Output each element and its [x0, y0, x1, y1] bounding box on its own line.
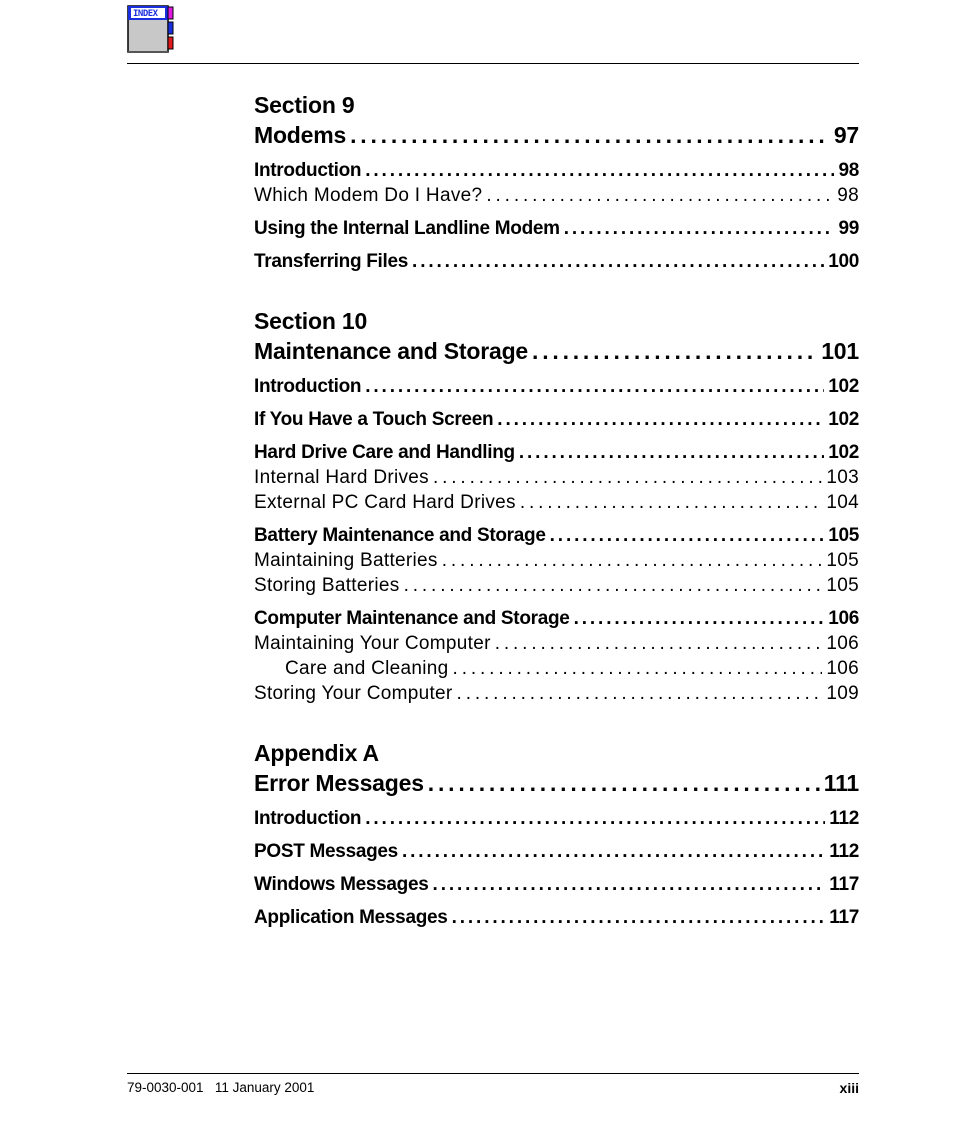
toc-subentry[interactable] — [254, 465, 859, 490]
dot-leader — [404, 573, 823, 598]
entry-title: If You Have a Touch Screen — [254, 409, 494, 430]
entry-page-number: 102 — [828, 376, 859, 397]
toc-entry[interactable] — [254, 872, 859, 897]
dot-leader — [428, 768, 820, 798]
dot-leader — [519, 440, 824, 465]
toc-section — [254, 306, 859, 706]
entry-title: External PC Card Hard Drives — [254, 492, 516, 513]
dot-leader — [433, 872, 826, 897]
entry-page-number: 102 — [828, 409, 859, 430]
section-spacer — [254, 274, 859, 306]
entry-page-number: 98 — [837, 185, 859, 206]
toc-entry[interactable] — [254, 407, 859, 432]
entry-title: Introduction — [254, 376, 362, 397]
footer-rule — [127, 1073, 859, 1074]
dot-leader — [495, 631, 823, 656]
dot-leader — [412, 249, 824, 274]
entry-title: Maintenance and Storage — [254, 338, 529, 364]
toc-entry[interactable] — [254, 905, 859, 930]
entry-title: Maintaining Batteries — [254, 550, 438, 571]
dot-leader — [574, 606, 825, 631]
entry-title: POST Messages — [254, 841, 398, 862]
entry-title: Introduction — [254, 808, 362, 829]
entry-title: Maintaining Your Computer — [254, 633, 491, 654]
entry-page-number: 101 — [821, 338, 859, 364]
entry-page-number: 97 — [833, 122, 859, 148]
entry-title: Storing Your Computer — [254, 683, 453, 704]
entry-page-number: 112 — [829, 808, 859, 829]
entry-title: Hard Drive Care and Handling — [254, 442, 515, 463]
entry-page-number: 105 — [826, 575, 859, 596]
entry-page-number: 106 — [826, 658, 859, 679]
entry-page-number: 99 — [838, 218, 859, 239]
entry-page-number: 117 — [829, 874, 859, 895]
entry-title: Windows Messages — [254, 874, 429, 895]
entry-page-number: 98 — [838, 160, 859, 181]
footer-date: 11 January 2001 — [214, 1080, 315, 1095]
footer-doc-info — [127, 1080, 314, 1095]
dot-leader — [442, 548, 823, 573]
toc-entry[interactable] — [254, 374, 859, 399]
table-of-contents — [254, 90, 859, 930]
toc-entry[interactable] — [254, 606, 859, 631]
dot-leader — [350, 120, 830, 150]
toc-subentry[interactable] — [254, 656, 859, 681]
toc-entry[interactable] — [254, 523, 859, 548]
section-title-entry[interactable] — [254, 768, 859, 798]
entry-page-number: 104 — [826, 492, 859, 513]
entry-page-number: 117 — [829, 907, 859, 928]
section-label: Section 9 — [254, 92, 355, 118]
toc-subentry[interactable] — [254, 490, 859, 515]
footer-page-number: xiii — [839, 1080, 859, 1096]
entry-title: Introduction — [254, 160, 362, 181]
toc-entry[interactable] — [254, 249, 859, 274]
section-title-entry[interactable] — [254, 336, 859, 366]
toc-section — [254, 90, 859, 274]
toc-entry[interactable] — [254, 216, 859, 241]
entry-title: Modems — [254, 122, 347, 148]
section-heading — [254, 90, 859, 120]
entry-title: Storing Batteries — [254, 575, 400, 596]
section-heading — [254, 738, 859, 768]
header-rule — [127, 63, 859, 64]
toc-subentry[interactable] — [254, 183, 859, 208]
entry-page-number: 109 — [826, 683, 859, 704]
section-title-entry[interactable] — [254, 120, 859, 150]
index-icon-label: INDEX — [133, 9, 158, 19]
toc-subentry[interactable] — [254, 573, 859, 598]
toc-entry[interactable] — [254, 839, 859, 864]
toc-subentry[interactable] — [254, 631, 859, 656]
dot-leader — [532, 336, 817, 366]
entry-title: Internal Hard Drives — [254, 467, 429, 488]
entry-page-number: 105 — [826, 550, 859, 571]
index-icon[interactable] — [127, 4, 175, 54]
toc-subentry[interactable] — [254, 681, 859, 706]
dot-leader — [453, 656, 823, 681]
toc-section — [254, 738, 859, 930]
section-label: Section 10 — [254, 308, 368, 334]
dot-leader — [497, 407, 824, 432]
entry-title: Care and Cleaning — [285, 658, 449, 679]
entry-title: Computer Maintenance and Storage — [254, 608, 570, 629]
dot-leader — [457, 681, 823, 706]
entry-page-number: 106 — [828, 608, 859, 629]
entry-page-number: 102 — [828, 442, 859, 463]
entry-title: Application Messages — [254, 907, 448, 928]
dot-leader — [365, 158, 834, 183]
entry-title: Transferring Files — [254, 251, 409, 272]
section-spacer — [254, 706, 859, 738]
dot-leader — [486, 183, 833, 208]
dot-leader — [365, 374, 824, 399]
dot-leader — [433, 465, 822, 490]
toc-entry[interactable] — [254, 158, 859, 183]
section-heading — [254, 306, 859, 336]
entry-page-number: 103 — [826, 467, 859, 488]
entry-page-number: 112 — [829, 841, 859, 862]
entry-page-number: 105 — [828, 525, 859, 546]
footer-doc-number: 79-0030-001 — [127, 1080, 204, 1095]
entry-page-number: 100 — [828, 251, 859, 272]
entry-title: Battery Maintenance and Storage — [254, 525, 546, 546]
dot-leader — [365, 806, 825, 831]
toc-entry[interactable] — [254, 806, 859, 831]
section-label: Appendix A — [254, 740, 379, 766]
dot-leader — [550, 523, 825, 548]
toc-subentry[interactable] — [254, 548, 859, 573]
entry-title: Which Modem Do I Have? — [254, 185, 483, 206]
entry-title: Using the Internal Landline Modem — [254, 218, 560, 239]
entry-page-number: 111 — [823, 770, 859, 796]
dot-leader — [402, 839, 825, 864]
dot-leader — [520, 490, 823, 515]
dot-leader — [564, 216, 835, 241]
entry-title: Error Messages — [254, 770, 424, 796]
toc-entry[interactable] — [254, 440, 859, 465]
entry-page-number: 106 — [826, 633, 859, 654]
dot-leader — [452, 905, 826, 930]
